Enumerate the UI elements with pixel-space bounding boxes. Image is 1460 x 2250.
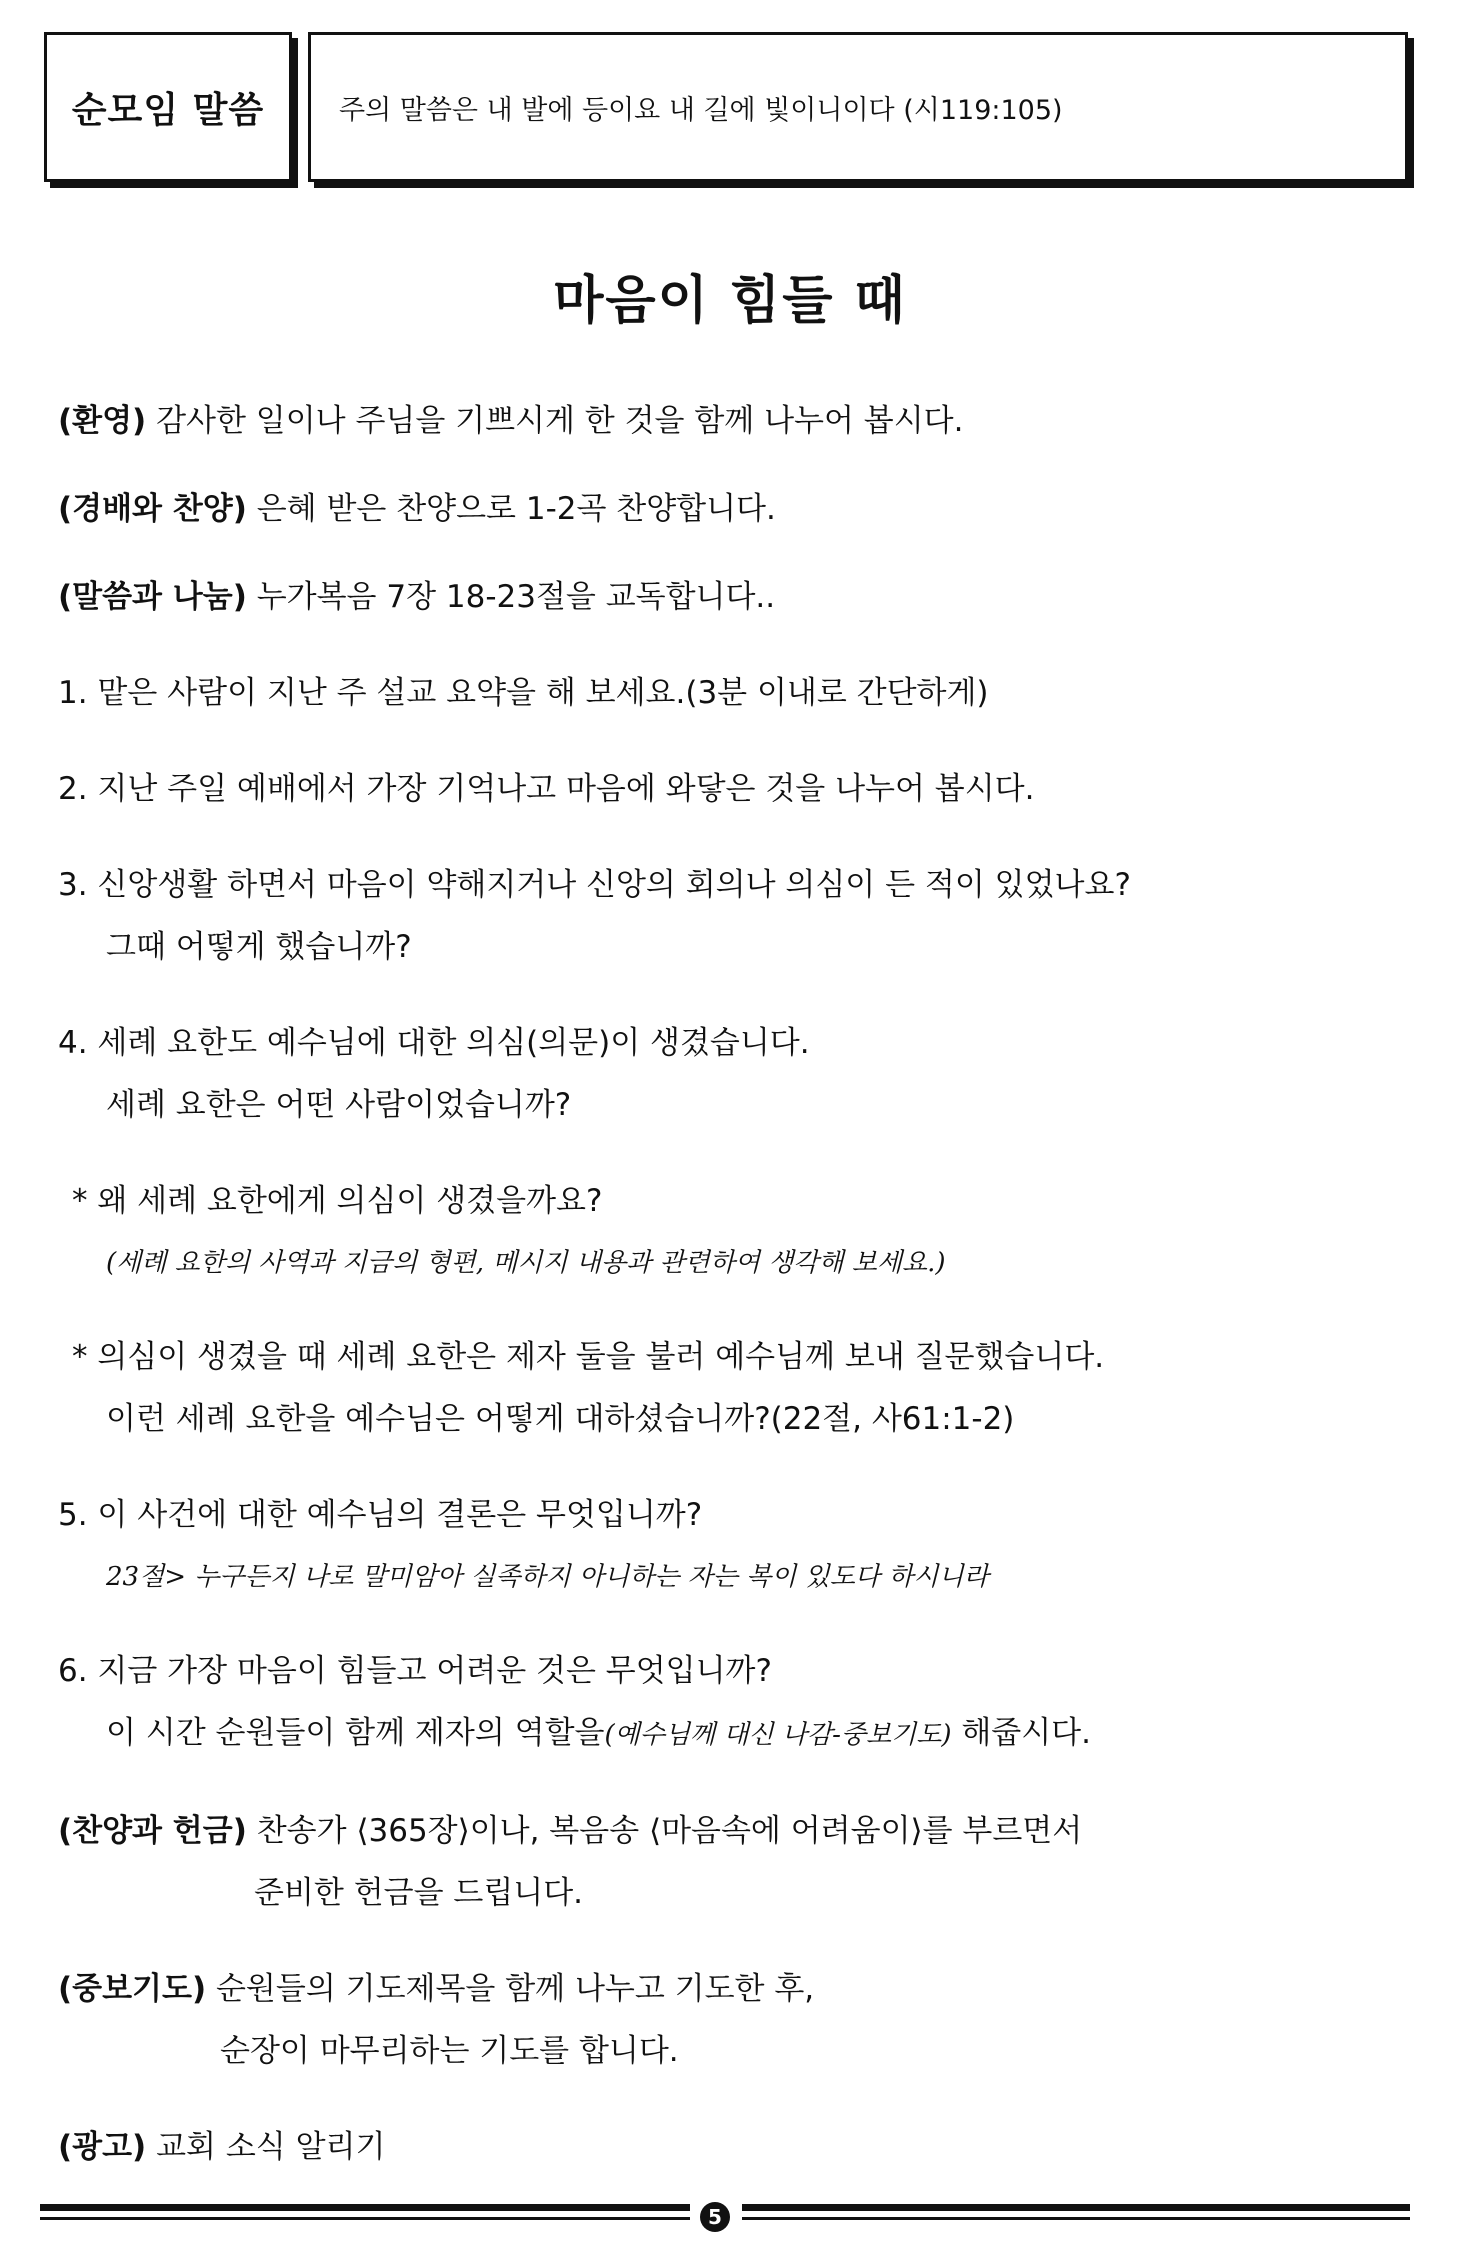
- offering-text: 찬송가 ⟨365장⟩이나, 복음송 ⟨마음속에 어려움이⟩를 부르면서: [246, 1813, 1083, 1849]
- word-tag: (말씀과 나눔): [58, 579, 247, 615]
- question-2: 2. 지난 주일 예배에서 가장 기억나고 마음에 와닿은 것을 나누어 봅시다.: [58, 771, 1035, 807]
- lesson-content: [58, 390, 1418, 2178]
- prayer-tag: (중보기도): [58, 1971, 207, 2007]
- page-title: 마음이 힘들 때: [553, 271, 907, 331]
- question-6-text-a: 이 시간 순원들이 함께 제자의 역할을: [106, 1715, 605, 1751]
- question-3-line-2: 그때 어떻게 했습니까?: [106, 929, 412, 965]
- question-4-star-1: * 왜 세례 요한에게 의심이 생겼을까요?: [72, 1183, 603, 1219]
- question-4-line-2: 세례 요한은 어떤 사람이었습니까?: [106, 1087, 572, 1123]
- question-1: 1. 맡은 사람이 지난 주 설교 요약을 해 보세요.(3분 이내로 간단하게): [58, 675, 989, 711]
- offering-paragraph: [58, 1800, 1418, 1862]
- worship-paragraph: [58, 478, 1418, 540]
- question-6-line-1: 6. 지금 가장 마음이 힘들고 어려운 것은 무엇입니까?: [58, 1653, 772, 1689]
- verse-box: [308, 32, 1408, 182]
- question-6-line-2: [58, 1702, 1418, 1766]
- question-4-star-2-line-2: 이런 세례 요한을 예수님은 어떻게 대하셨습니까?(22절, 사61:1-2): [106, 1401, 1015, 1437]
- worship-text: 은혜 받은 찬양으로 1-2곡 찬양합니다.: [246, 491, 776, 527]
- section-label-box: [44, 32, 292, 182]
- prayer-text: 순원들의 기도제목을 함께 나누고 기도한 후,: [206, 1971, 815, 2007]
- footer-rule-left: [40, 2204, 690, 2220]
- word-text: 누가복음 7장 18-23절을 교독합니다..: [246, 579, 776, 615]
- handwritten-note: (세례 요한의 사역과 지금의 형편, 메시지 내용과 관련하여 생각해 보세요.): [106, 1248, 946, 1278]
- question-3-line-1: 3. 신앙생활 하면서 마음이 약해지거나 신앙의 회의나 의심이 든 적이 있었나요?: [58, 867, 1131, 903]
- question-5-line-1: 5. 이 사건에 대한 예수님의 결론은 무엇입니까?: [58, 1497, 703, 1533]
- question-4-line-1: 4. 세례 요한도 예수님에 대한 의심(의문)이 생겼습니다.: [58, 1025, 810, 1061]
- worship-tag: (경배와 찬양): [58, 491, 247, 527]
- welcome-paragraph: [58, 390, 1418, 452]
- welcome-tag: (환영): [58, 403, 147, 439]
- welcome-text: 감사한 일이나 주님을 기쁘시게 한 것을 함께 나누어 봅시다.: [146, 403, 964, 439]
- notice-paragraph: [58, 2116, 1418, 2178]
- notice-text: 교회 소식 알리기: [146, 2129, 386, 2165]
- handwritten-note: (예수님께 대신 나감-중보기도): [604, 1720, 952, 1750]
- offering-tag: (찬양과 헌금): [58, 1813, 247, 1849]
- page-footer: [40, 2202, 1410, 2230]
- question-5-note: [58, 1546, 1418, 1606]
- prayer-line-2: 순장이 마무리하는 기도를 합니다.: [220, 2033, 679, 2069]
- question-4-star-1-note: [58, 1232, 1418, 1292]
- handwritten-note: 23절> 누구든지 나로 말미암아 실족하지 아니하는 자는 복이 있도다 하시니라: [106, 1562, 989, 1592]
- section-label: 순모임 말씀: [71, 89, 265, 131]
- page-number: 5: [700, 2202, 730, 2232]
- question-4-star-2-line-1: * 의심이 생겼을 때 세례 요한은 제자 둘을 불러 예수님께 보내 질문했습니다.: [72, 1339, 1105, 1375]
- prayer-paragraph: [58, 1958, 1418, 2020]
- question-6-text-b: 해줍시다.: [951, 1715, 1091, 1751]
- header-verse: 주의 말씀은 내 발에 등이요 내 길에 빛이니이다 (시119:105): [339, 94, 1063, 126]
- footer-rule-right: [742, 2204, 1410, 2220]
- offering-line-2: 준비한 헌금을 드립니다.: [254, 1875, 584, 1911]
- notice-tag: (광고): [58, 2129, 147, 2165]
- word-paragraph: [58, 566, 1418, 628]
